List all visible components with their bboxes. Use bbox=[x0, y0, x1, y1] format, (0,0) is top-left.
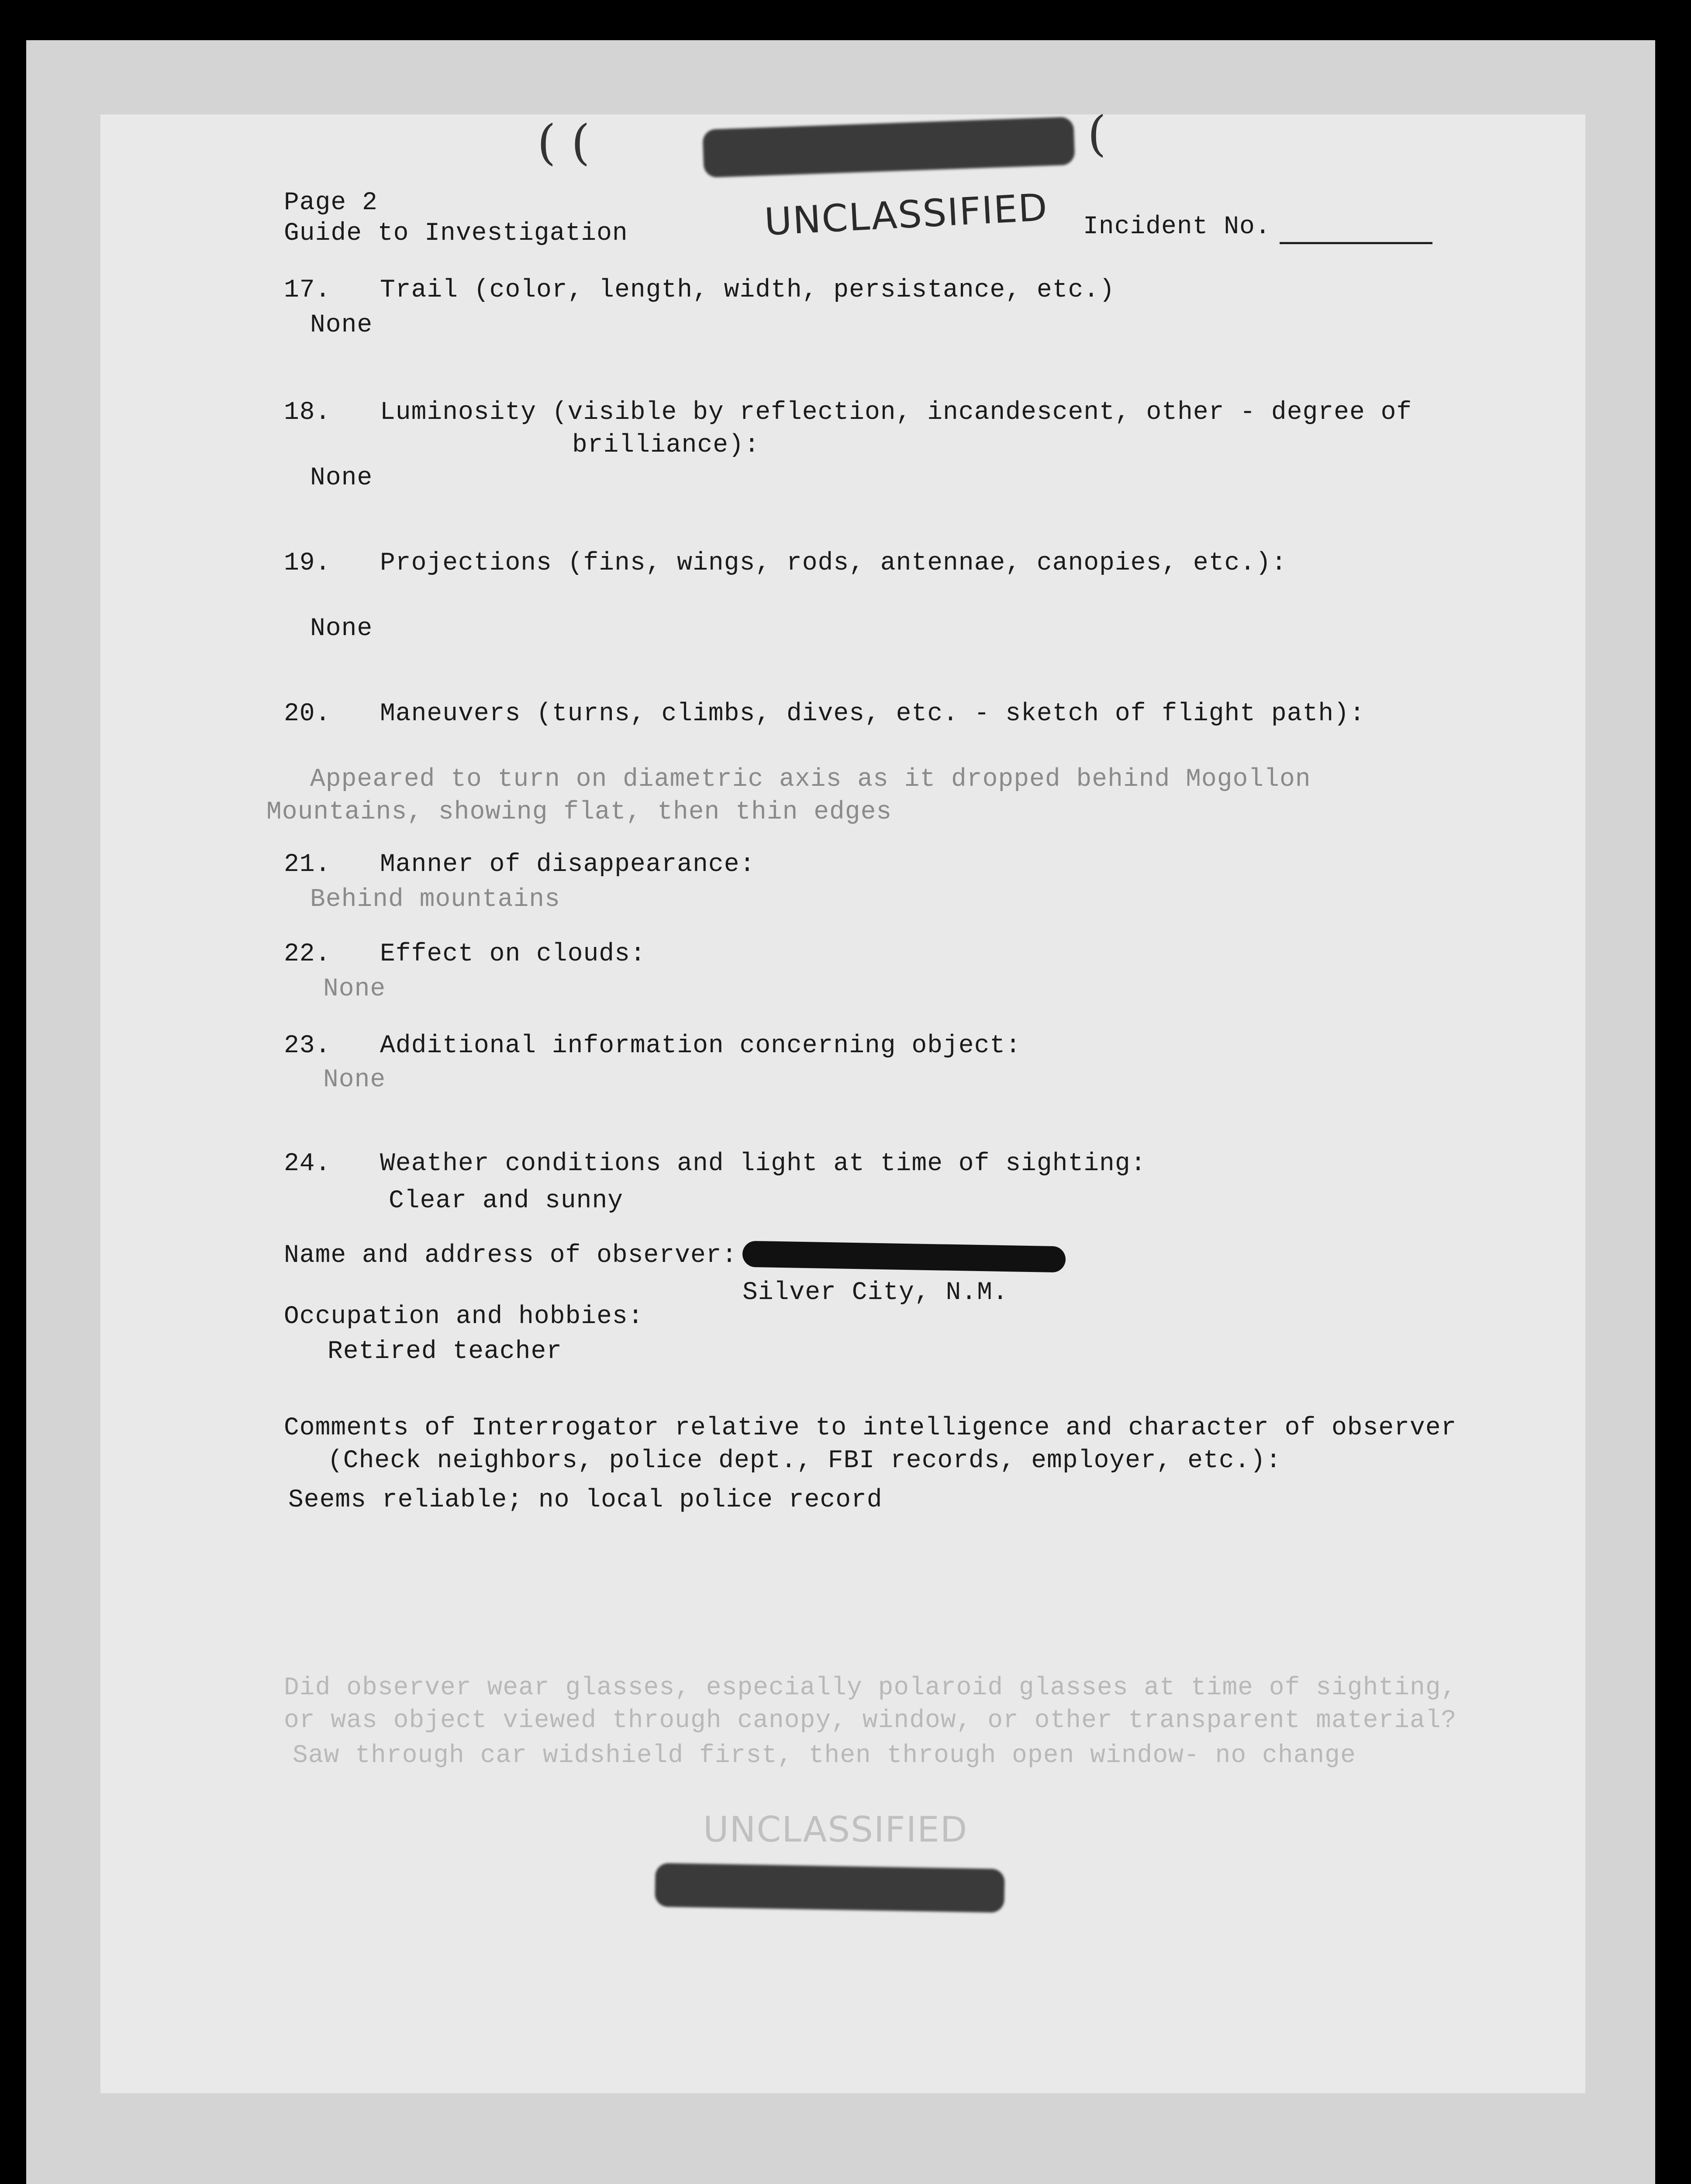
punch-mark: ( ( bbox=[537, 114, 590, 170]
observer-name-label: Name and address of observer: bbox=[284, 1241, 738, 1270]
item-label: Manner of disappearance: bbox=[380, 850, 756, 879]
item-answer: None bbox=[310, 311, 373, 339]
item-number: 22. bbox=[284, 940, 331, 968]
document-page bbox=[100, 106, 1585, 2093]
item-answer: None bbox=[323, 1066, 386, 1094]
item-label-cont: brilliance): bbox=[572, 431, 760, 460]
item-answer-cont: Mountains, showing flat, then thin edges bbox=[266, 798, 892, 826]
occupation-value: Retired teacher bbox=[328, 1337, 563, 1366]
item-label: Luminosity (visible by reflection, incandescent, other - degree of bbox=[380, 398, 1412, 427]
item-number: 24. bbox=[284, 1150, 331, 1178]
comments-label-cont: (Check neighbors, police dept., FBI records, employer, etc.): bbox=[328, 1447, 1282, 1475]
unclassified-stamp-bottom: UNCLASSIFIED bbox=[703, 1809, 968, 1850]
glasses-question: Did observer wear glasses, especially polaroid glasses at time of sighting, bbox=[284, 1674, 1457, 1702]
item-number: 21. bbox=[284, 850, 331, 879]
unclassified-stamp: UNCLASSIFIED bbox=[763, 186, 1049, 244]
scan-border bbox=[26, 40, 1655, 2184]
item-answer: None bbox=[310, 615, 373, 643]
item-label: Weather conditions and light at time of sighting: bbox=[380, 1150, 1146, 1178]
item-label: Maneuvers (turns, climbs, dives, etc. - sketch of flight path): bbox=[380, 700, 1365, 728]
guide-title: Guide to Investigation bbox=[284, 219, 628, 248]
glasses-question-cont: or was object viewed through canopy, window, or other transparent material? bbox=[284, 1707, 1457, 1735]
item-label: Trail (color, length, width, persistance, etc.) bbox=[380, 276, 1115, 304]
comments-answer: Seems reliable; no local police record bbox=[288, 1486, 883, 1514]
occupation-label: Occupation and hobbies: bbox=[284, 1303, 644, 1331]
item-label: Additional information concerning object: bbox=[380, 1032, 1022, 1060]
item-number: 20. bbox=[284, 700, 331, 728]
redacted-classification-stamp-bottom bbox=[655, 1863, 1005, 1913]
item-number: 19. bbox=[284, 549, 331, 577]
item-answer: None bbox=[310, 464, 373, 492]
redacted-classification-stamp bbox=[702, 117, 1075, 178]
item-number: 23. bbox=[284, 1032, 331, 1060]
page-number: Page 2 bbox=[284, 189, 378, 217]
comments-label: Comments of Interrogator relative to intelligence and character of observer bbox=[284, 1414, 1457, 1442]
punch-mark: ( bbox=[1087, 106, 1106, 162]
item-number: 18. bbox=[284, 398, 331, 427]
incident-number-line bbox=[1280, 242, 1432, 244]
item-answer: None bbox=[323, 975, 386, 1003]
item-answer: Appeared to turn on diametric axis as it dropped behind Mogollon bbox=[310, 765, 1311, 794]
item-number: 17. bbox=[284, 276, 331, 304]
item-answer: Clear and sunny bbox=[389, 1187, 624, 1215]
item-label: Projections (fins, wings, rods, antennae, canopies, etc.): bbox=[380, 549, 1287, 577]
item-label: Effect on clouds: bbox=[380, 940, 646, 968]
redacted-observer-name bbox=[742, 1241, 1066, 1273]
glasses-answer: Saw through car widshield first, then through open window- no change bbox=[293, 1742, 1356, 1770]
observer-address: Silver City, N.M. bbox=[742, 1279, 1008, 1307]
incident-label: Incident No. bbox=[1083, 213, 1271, 241]
item-answer: Behind mountains bbox=[310, 885, 560, 914]
